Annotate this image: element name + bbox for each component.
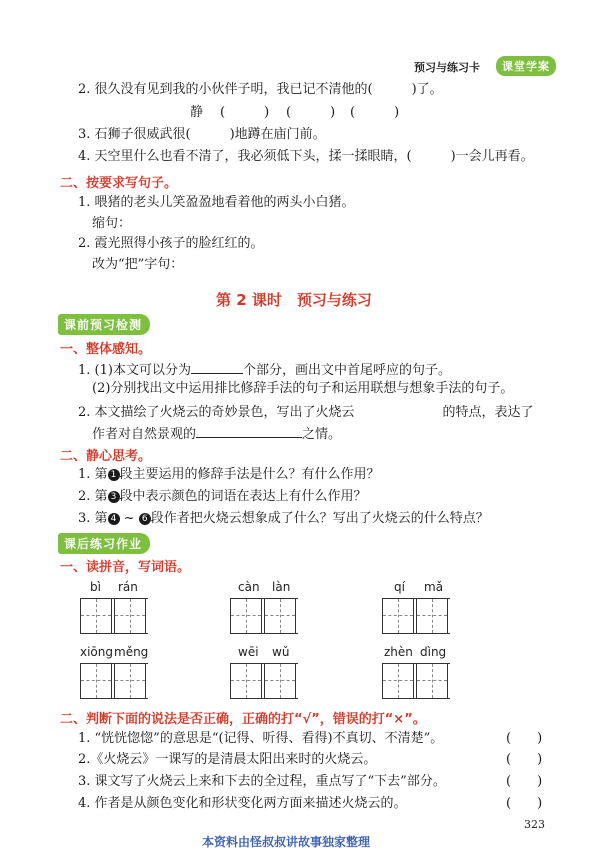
think-question-2-post: 段中表示颜色的词语在表达上有什么作用？ [119, 489, 367, 504]
think-question-1-pre: 1. 第 [78, 467, 108, 482]
pre-question-2-line2-pre: 作者对自然景观的 [92, 427, 197, 442]
think-question-3-range: ~ [119, 511, 139, 526]
pre-question-1a-pre: 1. (1)本文可以分为 [78, 363, 191, 378]
pinyin-4a: xiōng [80, 645, 113, 659]
pre-question-2-pre: 2. 本文描绘了火烧云的奇妙景色，写出了火烧云 [78, 405, 355, 420]
pre-question-1b: (2)分别找出文中运用排比修辞手法的句子和运用联想与想象手法的句子。 [92, 381, 514, 396]
page-number: 323 [524, 818, 545, 831]
question-2-char: 静 [190, 105, 204, 120]
pinyin-3b: mǎ [424, 580, 444, 594]
section2-title: 二、按要求写句子。 [60, 176, 178, 191]
writing-grid-2[interactable] [230, 598, 298, 634]
writing-grid-1[interactable] [80, 598, 148, 634]
judge-2: 2.《火烧云》一课写的是清晨太阳出来时的火烧云。 [78, 752, 377, 767]
pinyin-4b: měng [114, 645, 149, 659]
pre-question-2-line2 [92, 423, 341, 444]
post-class-tag: 课后练习作业 [58, 533, 150, 554]
paragraph-number-3: 3 [108, 491, 120, 503]
question-3: 3. 石狮子很威武很( )地蹲在庙门前。 [78, 127, 326, 142]
sentence-1-label: 缩句： [92, 216, 132, 231]
question-2: 2. 很久没有见到我的小伙伴子明，我已记不清他的( )了。 [78, 82, 443, 97]
judge-1: 1. “恍恍惚惚”的意思是“(记得、听得、看得)不真切、不清楚”。 [78, 731, 444, 746]
pinyin-1b: rán [118, 580, 138, 594]
think-question-3-pre: 3. 第 [78, 511, 108, 526]
sentence-2-label: 改为“把”字句： [92, 257, 184, 272]
paragraph-number-4: 4 [108, 513, 120, 525]
pre-class-tag: 课前预习检测 [58, 314, 150, 335]
pinyin-1a: bì [90, 580, 101, 594]
think-question-1-post: 段主要运用的修辞手法是什么？有什么作用？ [119, 467, 380, 482]
pre-question-1a-post: 个部分，画出文中首尾呼应的句子。 [242, 363, 451, 378]
think-question-1 [78, 466, 380, 484]
post-section2-title: 二、判断下面的说法是否正确，正确的打“√”，错误的打“×”。 [60, 712, 426, 727]
question-4: 4. 天空里什么也看不清了，我必须低下头，揉一揉眼睛，( )一会儿再看。 [78, 149, 534, 164]
pre-section2-title: 二、静心思考。 [60, 449, 152, 464]
pre-question-2 [78, 402, 534, 422]
think-question-2-pre: 2. 第 [78, 489, 108, 504]
pinyin-2a: càn [238, 580, 260, 594]
pre-question-2-post: 的特点，表达了 [442, 405, 534, 420]
judge-3-paren[interactable]: ( ) [506, 774, 543, 789]
judge-3: 3. 课文写了火烧云上来和下去的全过程，重点写了“下去”部分。 [78, 774, 446, 789]
header-label: 预习与练习卡 [414, 61, 480, 74]
judge-4: 4. 作者是从颜色变化和形状变化两方面来描述火烧云的。 [78, 796, 407, 811]
post-section1-title: 一、读拼音，写词语。 [60, 560, 191, 575]
think-question-3 [78, 510, 489, 528]
lesson-title: 第 2 课时 预习与练习 [216, 291, 372, 309]
pinyin-5b: wǔ [272, 645, 290, 659]
answer-blank-2[interactable] [355, 402, 443, 416]
header-badge: 课堂学案 [496, 56, 556, 76]
pinyin-2b: làn [272, 580, 291, 594]
writing-grid-6[interactable] [382, 663, 450, 699]
question-2-paren-3: ( ) [350, 105, 400, 120]
paragraph-number-1: 1 [108, 469, 120, 481]
pinyin-3a: qí [394, 580, 405, 594]
sentence-1: 1. 喂猪的老头儿笑盈盈地看着他的两头小白猪。 [78, 195, 355, 210]
judge-4-paren[interactable]: ( ) [506, 796, 543, 811]
judge-2-paren[interactable]: ( ) [506, 752, 543, 767]
pre-question-2-line2-post: 之情。 [302, 427, 342, 442]
paragraph-number-6: 6 [139, 513, 151, 525]
think-question-2 [78, 488, 367, 506]
pinyin-5a: wēi [238, 645, 259, 659]
footer-credit: 本资料由怪叔叔讲故事独家整理 [202, 835, 371, 849]
pinyin-6b: dìng [420, 645, 447, 659]
writing-grid-3[interactable] [382, 598, 450, 634]
pre-section1-title: 一、整体感知。 [60, 342, 152, 357]
judge-1-paren[interactable]: ( ) [506, 731, 543, 746]
sentence-2: 2. 霞光照得小孩子的脸红红的。 [78, 236, 264, 251]
writing-grid-4[interactable] [80, 663, 148, 699]
writing-grid-5[interactable] [230, 663, 298, 699]
answer-blank-3[interactable] [196, 423, 302, 438]
pre-question-1a [78, 359, 451, 380]
think-question-3-post: 段作者把火烧云想象成了什么？写出了火烧云的什么特点？ [150, 511, 489, 526]
question-2-paren-2: ( ) [286, 105, 336, 120]
answer-blank-1[interactable] [191, 359, 243, 374]
pinyin-6a: zhèn [384, 645, 413, 659]
question-2-paren-1: ( ) [220, 105, 270, 120]
